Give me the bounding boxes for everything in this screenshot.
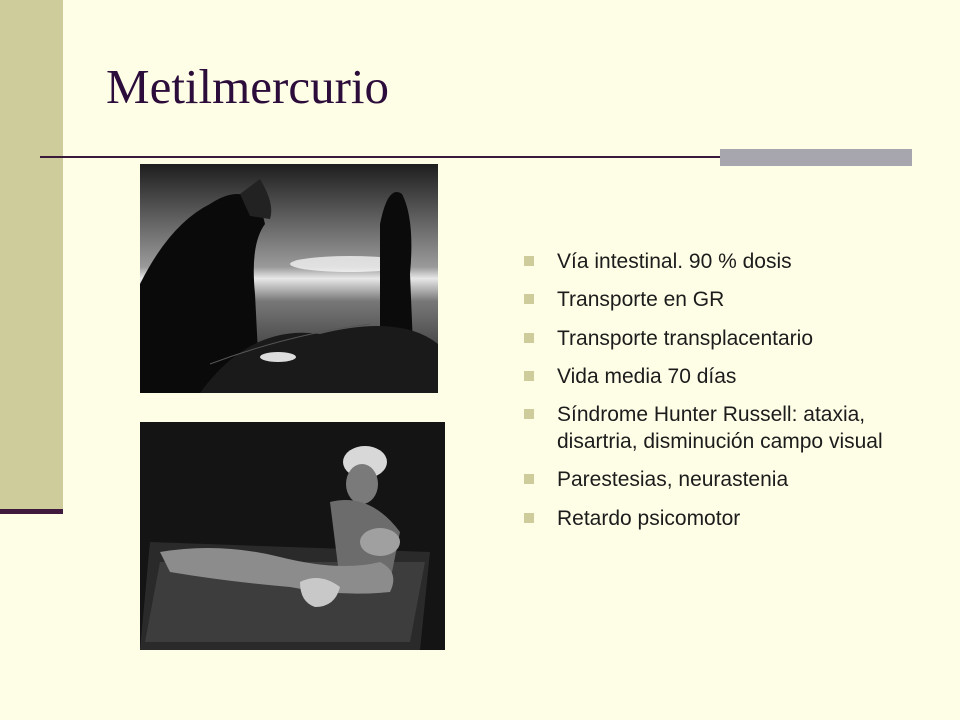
- bullet-square-icon: [524, 513, 534, 523]
- bullet-item: [524, 363, 924, 390]
- bullet-text: Síndrome Hunter Russell: ataxia, disartria, disminución campo visual: [557, 403, 883, 454]
- slide-title: Metilmercurio: [106, 59, 390, 114]
- bullet-square-icon: [524, 294, 534, 304]
- sidebar-accent-bar: [0, 509, 63, 514]
- bullet-text: Parestesias, neurastenia: [557, 468, 789, 492]
- bullet-item: [524, 401, 924, 455]
- bullet-square-icon: [524, 371, 534, 381]
- bullet-text: Retardo psicomotor: [557, 506, 741, 530]
- bullet-item: [524, 325, 924, 352]
- bullet-square-icon: [524, 256, 534, 266]
- bullet-text: Vida media 70 días: [557, 364, 737, 388]
- sidebar-band: [0, 0, 63, 512]
- bullet-item: [524, 505, 924, 532]
- bullet-text: Transporte en GR: [557, 288, 725, 312]
- bullet-text: Transporte transplacentario: [557, 326, 814, 350]
- mother-child-bath-photo: [140, 422, 445, 650]
- bullet-item: [524, 286, 924, 313]
- bullet-list: [524, 248, 924, 543]
- bullet-item: [524, 248, 924, 275]
- bullet-square-icon: [524, 409, 534, 419]
- bullet-square-icon: [524, 333, 534, 343]
- title-divider-accent: [720, 149, 912, 166]
- bullet-text: Vía intestinal. 90 % dosis: [557, 250, 792, 273]
- bullet-square-icon: [524, 474, 534, 484]
- fishermen-photo: [140, 164, 438, 393]
- bullet-item: [524, 466, 924, 493]
